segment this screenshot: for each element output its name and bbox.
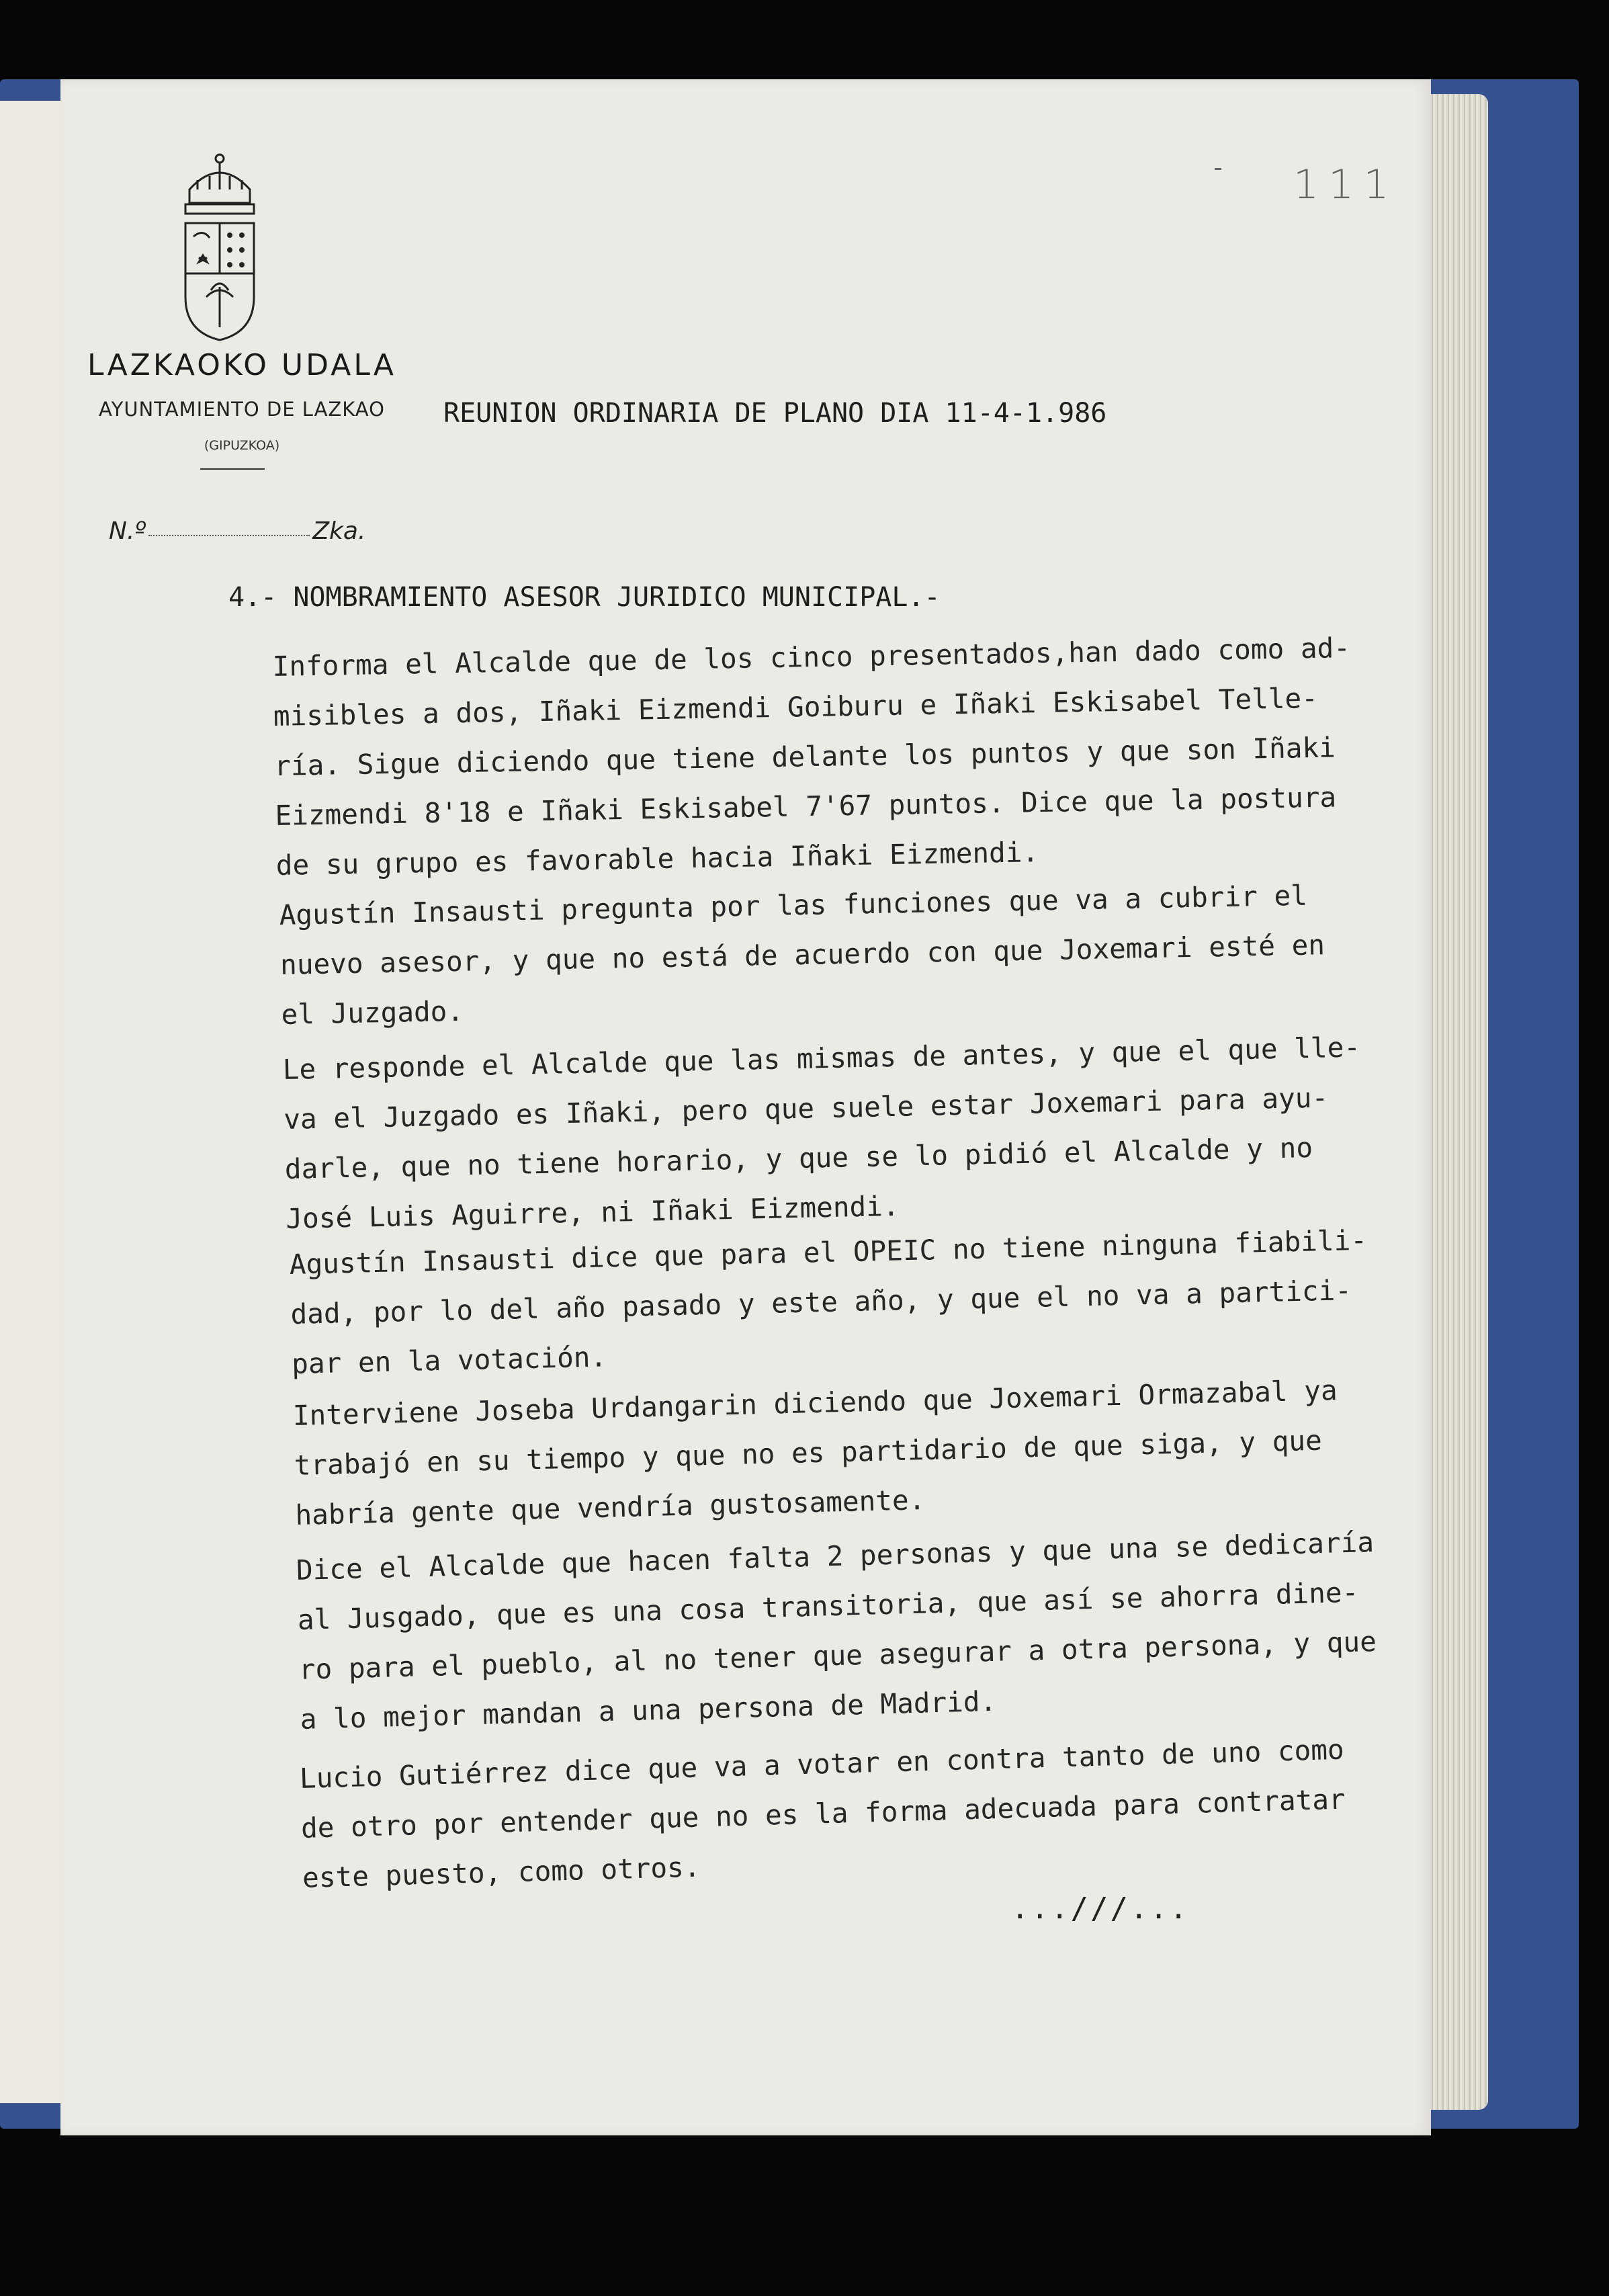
paragraph-line: Lucio Gutiérrez dice que va a votar en contra tanto de uno como (299, 1733, 1345, 1795)
paragraph-line: Eizmendi 8'18 e Iñaki Eskisabel 7'67 puntos. Dice que la postura (275, 781, 1337, 832)
paragraph (296, 1517, 1379, 1744)
paragraph-line: trabajó en su tiempo y que no es partidario de que siga, y que (294, 1424, 1323, 1482)
paragraph-line: Le responde el Alcalde que las mismas de antes, y que el que lle- (282, 1031, 1361, 1086)
section-title: 4.- NOMBRAMIENTO ASESOR JURIDICO MUNICIPAL.- (228, 582, 941, 613)
paragraph-line: Dice el Alcalde que hacen falta 2 personas y que una se dedicaría (296, 1525, 1375, 1586)
paragraph-line: de otro por entender que no es la forma adecuada para contratar (300, 1783, 1346, 1844)
coat-of-arms-icon (176, 149, 263, 343)
paragraph-line: de su grupo es favorable hacia Iñaki Eizmendi. (275, 836, 1039, 882)
paragraph-line: el Juzgado. (281, 994, 464, 1031)
municipality-name: LAZKAOKO UDALA (87, 348, 396, 382)
municipality-province: (GIPUZKOA) (204, 438, 280, 453)
paragraph (282, 1022, 1364, 1244)
paragraph (272, 623, 1354, 890)
meeting-heading: REUNION ORDINARIA DE PLANO DIA 11-4-1.986 (443, 398, 1107, 429)
paragraph-line: al Jusgado, que es una cosa transitoria, que así se ahorra dine- (297, 1576, 1359, 1636)
facing-page-edge (0, 101, 66, 2103)
page-mark (1215, 168, 1221, 170)
paragraph-line: Interviene Joseba Urdangarin diciendo que Joxemari Ormazabal ya (292, 1374, 1338, 1432)
reference-number-line (109, 517, 365, 545)
paragraph (292, 1365, 1340, 1540)
paragraph-line: va el Juzgado es Iñaki, pero que suele estar Joxemari para ayu- (283, 1081, 1329, 1136)
paragraph-line: Agustín Insausti pregunta por las funciones que va a cubrir el (279, 879, 1308, 931)
paragraph-line: ro para el pueblo, al no tener que asegurar a otra persona, y que (298, 1625, 1377, 1686)
paragraph-line: darle, que no tiene horario, y que se lo pidió el Alcalde y no (284, 1131, 1313, 1185)
divider (200, 468, 265, 470)
paragraph-line: misibles a dos, Iñaki Eizmendi Goiburu e Iñaki Eskisabel Telle- (273, 681, 1319, 732)
ref-blank (148, 535, 310, 536)
paragraph-line: este puesto, como otros. (302, 1851, 701, 1894)
paragraph (289, 1216, 1370, 1389)
paragraph-line: dad, por lo del año pasado y este año, y que el no va a partici- (290, 1274, 1352, 1330)
continuation-mark: ...///... (1011, 1891, 1190, 1926)
paragraph-line: José Luis Aguirre, ni Iñaki Eizmendi. (285, 1189, 900, 1235)
paragraph-line: par en la votación. (291, 1341, 607, 1380)
paragraph-line: Informa el Alcalde que de los cinco presentados,han dado como ad- (272, 631, 1351, 683)
ref-suffix: Zka. (312, 517, 366, 545)
municipality-subname: AYUNTAMIENTO DE LAZKAO (99, 398, 385, 421)
paragraph-line: nuevo asesor, y que no está de acuerdo con que Joxemari esté en (279, 929, 1325, 981)
paragraph (279, 870, 1326, 1039)
paragraph-line: a lo mejor mandan a una persona de Madrid. (300, 1685, 997, 1736)
paragraph-line: habría gente que vendría gustosamente. (294, 1484, 926, 1531)
paragraph (299, 1725, 1348, 1903)
ref-prefix: N.º (109, 517, 146, 545)
paragraph-line: ría. Sigue diciendo que tiene delante los puntos y que son Iñaki (273, 731, 1336, 782)
page-number: 111 (1293, 161, 1399, 208)
paragraph-line: Agustín Insausti dice que para el OPEIC no tiene ninguna fiabili- (289, 1224, 1368, 1281)
